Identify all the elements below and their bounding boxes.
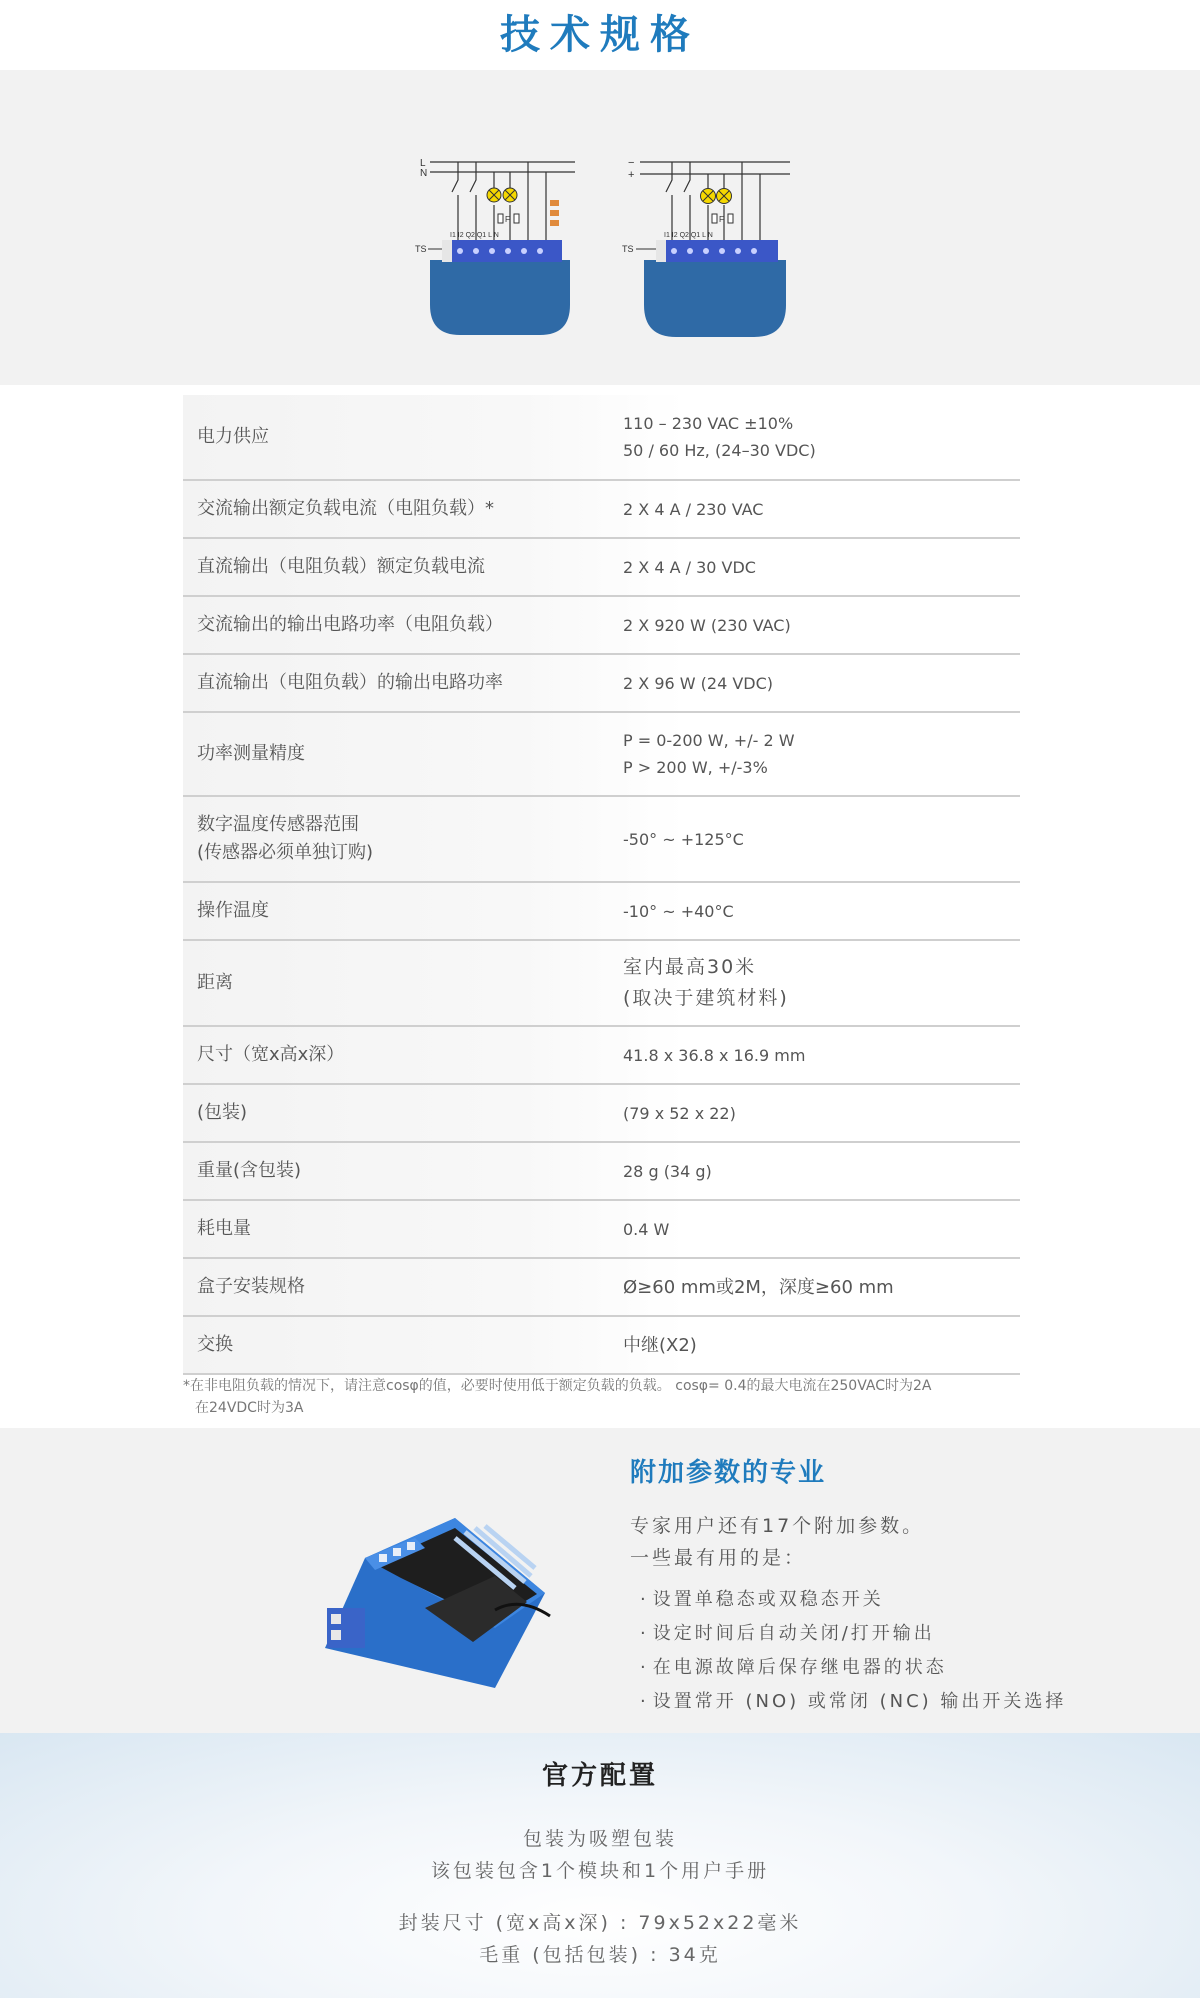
spec-value: Ø≥60 mm或2M，深度≥60 mm (623, 1276, 894, 1298)
config-line-1: 包装为吸塑包装 (522, 1828, 677, 1850)
spec-label: 盒子安装规格 (197, 1276, 305, 1297)
label-ts: TS (415, 244, 427, 254)
spec-label: 交流输出的输出电路功率（电阻负载） (197, 614, 503, 635)
label-ts: TS (622, 244, 634, 254)
config-line-2: 该包装包含1个模块和1个用户手册 (430, 1860, 770, 1882)
spec-value: 2 X 920 W (230 VAC) (623, 615, 791, 635)
spec-value: 110 – 230 VAC ±10% 50 / 60 Hz, (24–30 VDC) (623, 414, 816, 460)
footnote-line-2: 在24VDC时为3A (195, 1400, 304, 1416)
spec-label: 耗电量 (197, 1218, 251, 1239)
spec-row-box-mounting (183, 1259, 1020, 1317)
spec-row-power-accuracy (183, 713, 1020, 797)
spec-label: 功率测量精度 (197, 743, 305, 764)
spec-label: 数字温度传感器范围 (传感器必须单独订购) (197, 814, 374, 863)
spec-value: 室内最高30米 (取决于建筑材料) (623, 956, 789, 1009)
ac-wiring-diagram (410, 110, 585, 340)
spec-value: 中继(X2) (623, 1334, 697, 1356)
label-minus: − (628, 157, 635, 169)
page-header (0, 0, 1200, 70)
spec-label: 距离 (197, 972, 233, 993)
spec-row-weight (183, 1143, 1020, 1201)
spec-row-dc-load-current (183, 539, 1020, 597)
feature-intro-line-2: 一些最有用的是： (630, 1547, 807, 1569)
spec-row-dimensions (183, 1027, 1020, 1085)
spec-label: 操作温度 (197, 900, 269, 921)
config-line-3: 封装尺寸 (宽x高x深) : 79x52x22毫米 (398, 1912, 802, 1934)
feature-intro-line-1: 专家用户还有17个附加参数。 (630, 1515, 925, 1537)
label-plus: + (628, 169, 635, 181)
device-module-image (305, 1498, 565, 1698)
spec-value: P = 0-200 W, +/- 2 W P > 200 W, +/-3% (623, 731, 795, 777)
svg-text:F: F (719, 215, 724, 224)
spec-label: 直流输出（电阻负载）额定负载电流 (197, 556, 485, 577)
spec-row-ac-load-current (183, 481, 1020, 539)
spec-value: 2 X 4 A / 30 VDC (623, 557, 756, 577)
page-title: 技术规格 (500, 12, 700, 58)
spec-value: 0.4 W (623, 1219, 670, 1239)
list-item: · 设置常开 (NO) 或常闭 (NC) 输出开关选择 (640, 1685, 1066, 1719)
spec-value: 28 g (34 g) (623, 1161, 712, 1181)
spec-label: 交换 (197, 1334, 233, 1355)
config-dimensions (0, 1907, 1200, 1971)
footnote-line-1: *在非电阻负载的情况下，请注意cosφ的值，必要时使用低于额定负载的负载。 cosφ= 0.4的最大电流在250VAC时为2A (183, 1378, 932, 1394)
spec-value: -10° ~ +40°C (623, 901, 734, 921)
spec-row-ac-circuit-power (183, 597, 1020, 655)
dc-wiring-diagram (620, 110, 800, 340)
footnote (183, 1375, 1023, 1419)
terminal-labels: I1 I2 Q2 Q1 L N (664, 232, 713, 239)
spec-label: 尺寸（宽x高x深） (197, 1044, 345, 1065)
config-package-info (0, 1823, 1200, 1887)
spec-value: 41.8 x 36.8 x 16.9 mm (623, 1045, 806, 1065)
spec-value: 2 X 4 A / 230 VAC (623, 499, 764, 519)
config-line-4: 毛重 (包括包装) : 34克 (479, 1944, 721, 1966)
spec-row-switching (183, 1317, 1020, 1375)
spec-row-sensor-range (183, 797, 1020, 883)
spec-label: 交流输出额定负载电流（电阻负载）* (197, 498, 494, 519)
svg-text:F: F (505, 215, 510, 224)
spec-row-dc-circuit-power (183, 655, 1020, 713)
spec-label: 电力供应 (197, 426, 269, 447)
spec-row-range (183, 941, 1020, 1027)
advanced-parameters-section (0, 1428, 1200, 1733)
label-l: L (420, 158, 426, 169)
spec-label: 直流输出（电阻负载）的输出电路功率 (197, 672, 503, 693)
spec-row-package-dimensions (183, 1085, 1020, 1143)
feature-intro (630, 1510, 924, 1574)
label-n: N (420, 168, 428, 179)
spec-table (183, 395, 1020, 1375)
spec-value: -50° ~ +125°C (623, 829, 744, 849)
wiring-diagram-section (0, 70, 1200, 385)
spec-value: 2 X 96 W (24 VDC) (623, 673, 774, 693)
feature-title: 附加参数的专业 (630, 1458, 827, 1488)
list-item: · 在电源故障后保存继电器的状态 (640, 1651, 1066, 1685)
spec-label: 重量(含包装) (197, 1160, 302, 1181)
spec-label: (包装) (197, 1102, 248, 1123)
spec-row-power-supply (183, 395, 1020, 481)
spec-row-operating-temp (183, 883, 1020, 941)
list-item: · 设定时间后自动关闭/打开输出 (640, 1617, 1066, 1651)
spec-row-power-consumption (183, 1201, 1020, 1259)
config-title: 官方配置 (541, 1761, 658, 1791)
official-configuration-section (0, 1733, 1200, 1998)
terminal-labels: I1 I2 Q2 Q1 L N (450, 232, 499, 239)
feature-list (640, 1583, 1066, 1719)
list-item: · 设置单稳态或双稳态开关 (640, 1583, 1066, 1617)
spec-value: (79 x 52 x 22) (623, 1103, 736, 1123)
